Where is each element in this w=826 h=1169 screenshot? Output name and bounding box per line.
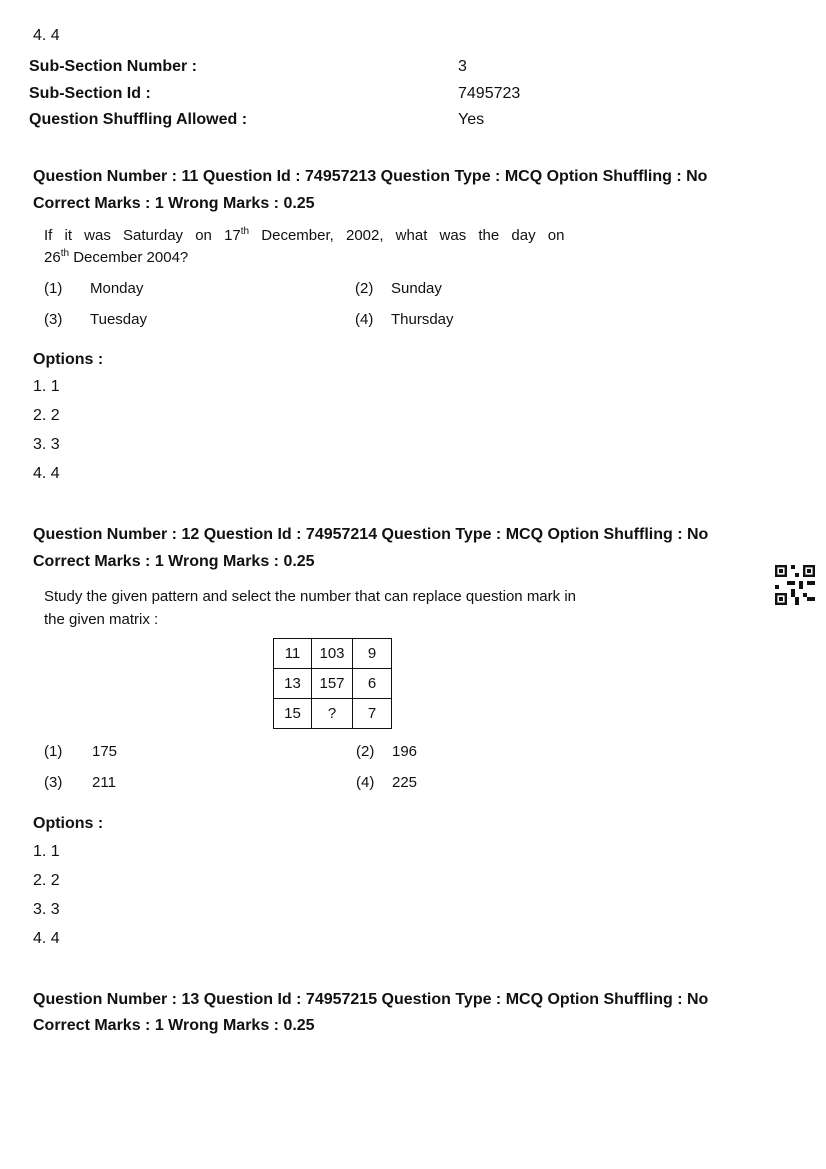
q11-option-4: 4. 4 [33, 465, 60, 482]
q12-options-label: Options : [33, 815, 104, 832]
q12-choice-2-number: (2) [356, 743, 375, 760]
q12-header: Question Number : 12 Question Id : 74957214 Question Type : MCQ Option Shuffling : No [33, 526, 709, 543]
matrix-cell: 6 [353, 669, 392, 699]
matrix-cell: ? [312, 699, 353, 729]
q12-choice-4-number: (4) [356, 774, 375, 791]
q12-choice-1-number: (1) [44, 743, 63, 760]
q11-marks: Correct Marks : 1 Wrong Marks : 0.25 [33, 195, 315, 212]
q12-choice-3-number: (3) [44, 774, 63, 791]
previous-option-4: 4. 4 [33, 27, 60, 44]
q11-choice-1-text: Monday [90, 280, 144, 297]
q11-options-label: Options : [33, 351, 104, 368]
q12-option-3: 3. 3 [33, 901, 60, 918]
q11-option-3: 3. 3 [33, 436, 60, 453]
q11-choice-2-number: (2) [355, 280, 374, 297]
q12-choice-2-text: 196 [392, 743, 418, 760]
q11-choice-4-number: (4) [355, 311, 374, 328]
matrix-row [274, 699, 392, 729]
q11-choice-4-text: Thursday [391, 311, 454, 328]
matrix-row [274, 639, 392, 669]
matrix-cell: 9 [353, 639, 392, 669]
q11-choice-1-number: (1) [44, 280, 63, 297]
subsection-number-value: 3 [458, 58, 467, 75]
matrix-cell: 7 [353, 699, 392, 729]
question-shuffling-label: Question Shuffling Allowed : [29, 111, 248, 128]
matrix-cell: 11 [274, 639, 312, 669]
matrix-cell: 157 [312, 669, 353, 699]
q12-question-line2: the given matrix : [44, 611, 159, 628]
q12-marks: Correct Marks : 1 Wrong Marks : 0.25 [33, 553, 315, 570]
subsection-id-value: 7495723 [458, 85, 521, 102]
subsection-number-label: Sub-Section Number : [29, 58, 198, 75]
subsection-id-label: Sub-Section Id : [29, 85, 151, 102]
q12-choice-1-text: 175 [92, 743, 118, 760]
q11-choice-2-text: Sunday [391, 280, 442, 297]
matrix-cell: 103 [312, 639, 353, 669]
q11-question-line2: 26th December 2004? [44, 248, 189, 266]
q11-question-line1: If it was Saturday on 17th December, 2002, what was the day on [44, 226, 565, 244]
q13-header: Question Number : 13 Question Id : 74957215 Question Type : MCQ Option Shuffling : No [33, 991, 709, 1008]
q12-question-line1: Study the given pattern and select the number that can replace question mark in [44, 588, 576, 605]
q11-header: Question Number : 11 Question Id : 74957213 Question Type : MCQ Option Shuffling : No [33, 168, 708, 185]
q12-option-4: 4. 4 [33, 930, 60, 947]
matrix-cell: 13 [274, 669, 312, 699]
q11-choice-3-number: (3) [44, 311, 63, 328]
q12-option-1: 1. 1 [33, 843, 60, 860]
matrix-row [274, 669, 392, 699]
q12-choice-4-text: 225 [392, 774, 418, 791]
q11-option-2: 2. 2 [33, 407, 60, 424]
q11-choice-3-text: Tuesday [90, 311, 147, 328]
question-shuffling-value: Yes [458, 111, 485, 128]
q12-number-matrix [273, 638, 392, 729]
q12-option-2: 2. 2 [33, 872, 60, 889]
qr-code-icon [775, 565, 815, 605]
q12-choice-3-text: 211 [92, 774, 116, 791]
matrix-cell: 15 [274, 699, 312, 729]
q11-option-1: 1. 1 [33, 378, 60, 395]
q13-marks: Correct Marks : 1 Wrong Marks : 0.25 [33, 1017, 315, 1034]
